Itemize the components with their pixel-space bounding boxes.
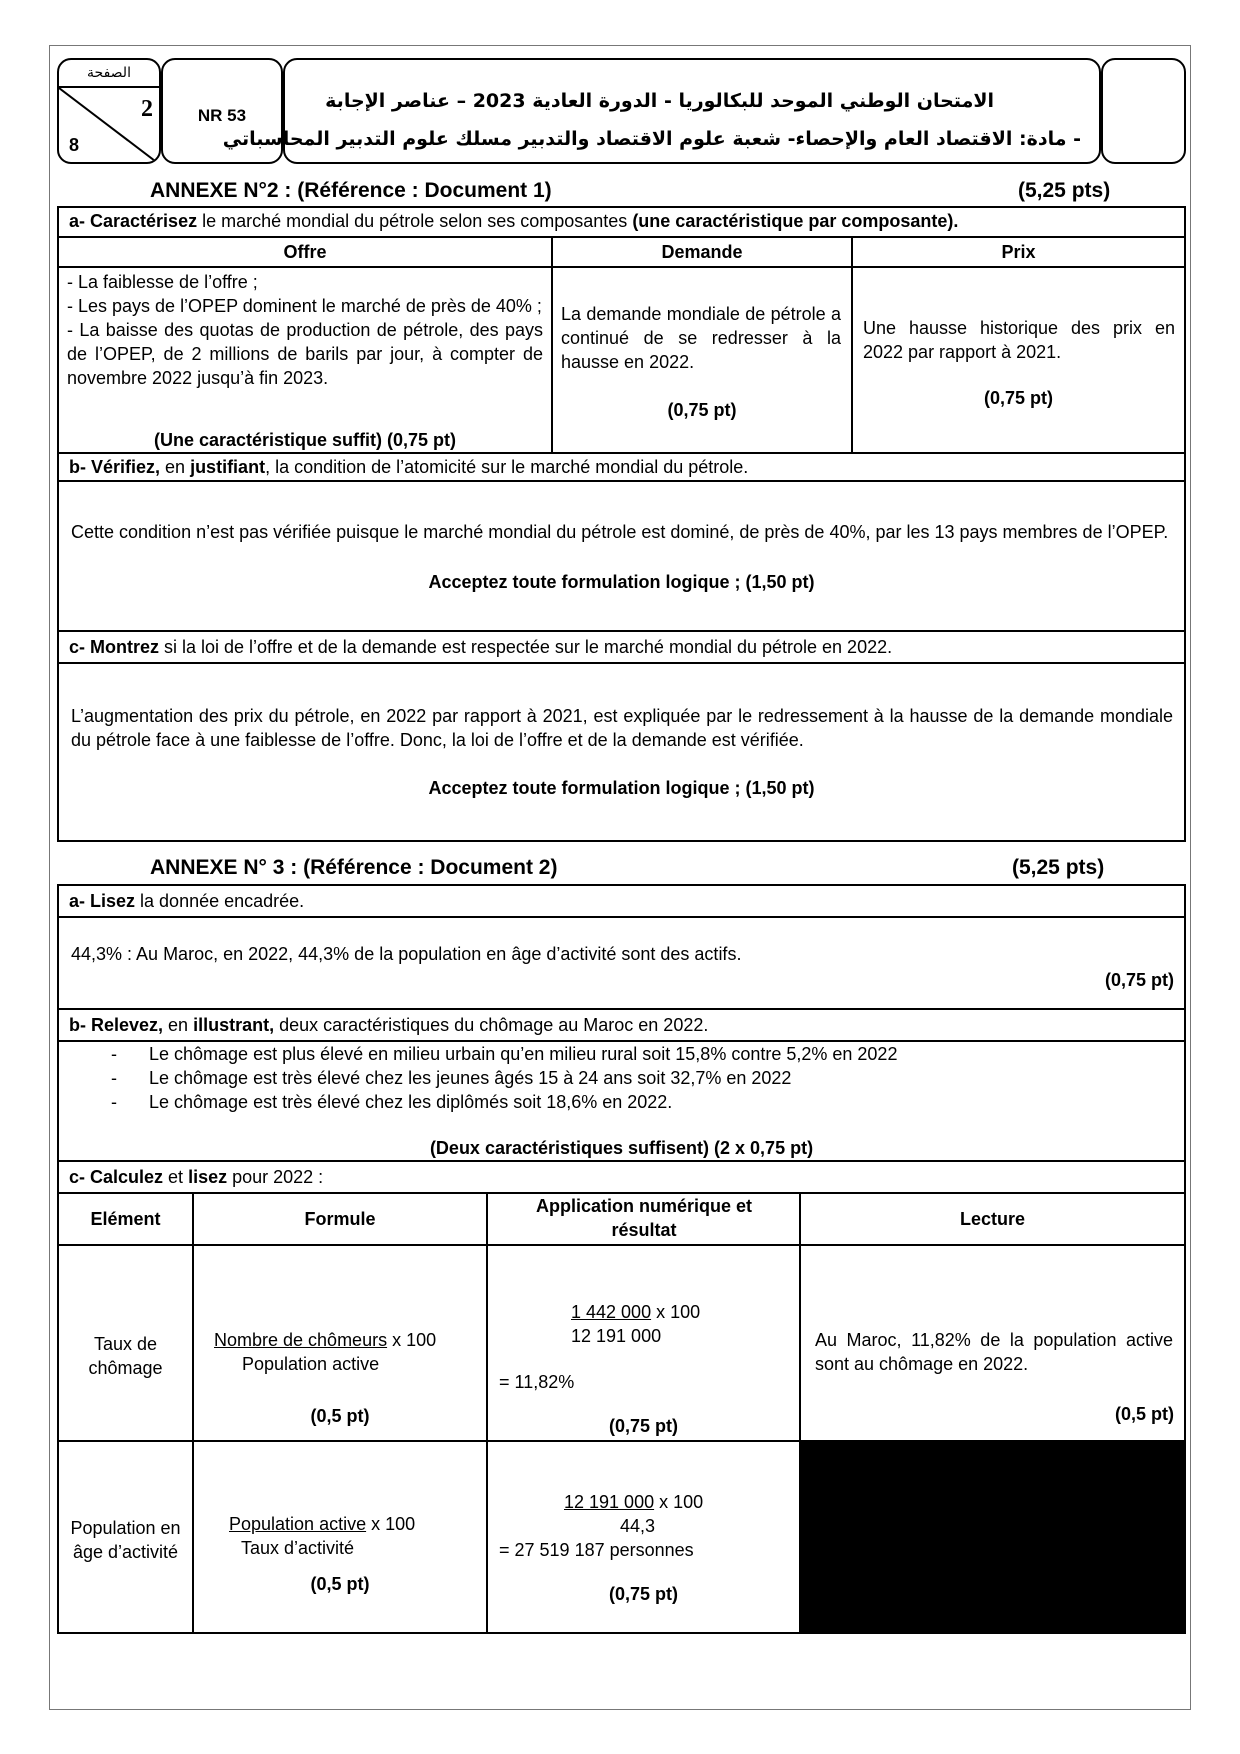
annex3-qb-bold2: illustrant, <box>193 1015 275 1035</box>
annex2-title: ANNEXE N°2 : (Référence : Document 1) <box>150 179 552 202</box>
annex3-qb-verb: b- Relevez, <box>69 1015 164 1035</box>
annex3-title: ANNEXE N° 3 : (Référence : Document 2) <box>150 856 558 879</box>
row1-formula-mult: x 100 <box>387 1330 437 1350</box>
offre-note: (Une caractéristique suffit) (0,75 pt) <box>153 430 457 450</box>
annex3-qb-text1: en <box>163 1015 194 1035</box>
col-header-formule: Formule <box>304 1209 376 1229</box>
row1-app-denominator: 12 191 000 <box>571 1326 662 1346</box>
row2-app-result: = 27 519 187 personnes <box>499 1540 694 1560</box>
annex2-qc-verb: c- Montrez <box>69 637 159 657</box>
annex2-points: (5,25 pts) <box>1018 179 1111 202</box>
demande-points: (0,75 pt) <box>667 400 737 420</box>
row1-app-mult: x 100 <box>651 1302 701 1322</box>
row1-formula <box>214 1328 484 1376</box>
row2-formula-mult: x 100 <box>366 1514 416 1534</box>
row2-app-denominator: 44,3 <box>620 1516 656 1536</box>
row1-reading-points: (0,5 pt) <box>1114 1404 1174 1424</box>
annex3-qa-text: la donnée encadrée. <box>135 891 305 911</box>
row1-app-points: (0,75 pt) <box>608 1416 678 1436</box>
annex2-question-b <box>57 452 1186 480</box>
annex3-answer-a <box>57 916 1186 1008</box>
row1-element: Taux de chômage <box>88 1334 163 1378</box>
col-header-application: Application numérique et résultat <box>535 1196 753 1240</box>
annex2-qc-note: Acceptez toute formulation logique ; (1,50 pt) <box>428 778 815 798</box>
annex2-qc-text: si la loi de l’offre et de la demande est respectée sur le marché mondial du pétrole en 2022. <box>159 637 893 657</box>
annex2-qb-text2: , la condition de l’atomicité sur le marché mondial du pétrole. <box>265 457 749 477</box>
row2-app-mult: x 100 <box>654 1492 704 1512</box>
annex2-characteristics-table <box>57 236 1186 452</box>
annex2-qb-text1: en <box>160 457 191 477</box>
annex2-qc-answer: L’augmentation des prix du pétrole, en 2022 par rapport à 2021, est expliquée par le redressement à la hausse de la demande mondiale du pétrole face à une faiblesse de l’offre. Donc, la loi de l’offre et de la demande est vérifiée. <box>71 706 1173 750</box>
row1-application <box>571 1300 791 1348</box>
row2-formula-denominator: Taux d’activité <box>241 1538 355 1558</box>
offre-item: - Les pays de l’OPEP dominent le marché de près de 40% ; <box>67 296 542 316</box>
col-header-demande: Demande <box>661 242 743 262</box>
list-item: - Le chômage est très élevé chez les diplômés soit 18,6% en 2022. <box>69 1090 1179 1114</box>
annex3-qb-note: (Deux caractéristiques suffisent) (2 x 0,75 pt) <box>429 1138 814 1158</box>
annex3-points: (5,25 pts) <box>1012 856 1105 879</box>
row1-app-numerator: 1 442 000 <box>571 1302 652 1322</box>
annex3-question-c <box>57 1160 1186 1192</box>
offre-cell <box>67 270 543 390</box>
row2-formula <box>229 1512 484 1560</box>
annex2-question-c <box>57 630 1186 662</box>
exam-title-line1: الامتحان الوطني الموحد للبكالوريا - الدورة العادية 2023 – عناصر الإجابة <box>325 90 994 112</box>
row1-formula-points: (0,5 pt) <box>310 1406 370 1426</box>
annex2-answer-b <box>57 480 1186 630</box>
annex2-qa-text: le marché mondial du pétrole selon ses composantes <box>197 211 633 231</box>
annex2-question-a <box>57 206 1186 236</box>
annex2-answer-c <box>57 662 1186 842</box>
offre-item: - La baisse des quotas de production de pétrole, des pays de l’OPEP, de 2 millions de barils par jour, à compter de novembre 2022 jusqu’à fin 2023. <box>67 320 543 388</box>
annex3-qa-answer: 44,3% : Au Maroc, en 2022, 44,3% de la population en âge d’activité sont des actifs. <box>71 944 742 964</box>
page-total: 8 <box>69 135 80 155</box>
row2-app-numerator: 12 191 000 <box>564 1492 655 1512</box>
exam-title-line2: - مادة: الاقتصاد العام والإحصاء- شعبة علوم الاقتصاد والتدبير مسلك علوم التدبير المحاسباتي <box>222 128 1081 150</box>
list-item: - Le chômage est très élevé chez les jeunes âgés 15 à 24 ans soit 32,7% en 2022 <box>69 1066 1179 1090</box>
page-number-box <box>57 58 161 164</box>
annex2-qb-verb: b- Vérifiez, <box>69 457 161 477</box>
annex3-question-a <box>57 884 1186 916</box>
row2-formula-numerator: Population active <box>229 1514 367 1534</box>
col-header-prix: Prix <box>1001 242 1036 262</box>
list-item: - Le chômage est plus élevé en milieu urbain qu’en milieu rural soit 15,8% contre 5,2% en 2022 <box>69 1042 1179 1066</box>
page-current: 2 <box>141 96 153 122</box>
page-label: الصفحة <box>59 60 159 88</box>
row1-reading: Au Maroc, 11,82% de la population active sont au chômage en 2022. <box>815 1330 1173 1374</box>
row2-element: Population en âge d’activité <box>70 1518 181 1562</box>
annex3-answer-b <box>57 1040 1186 1160</box>
annex3-question-b <box>57 1008 1186 1040</box>
col-header-offre: Offre <box>283 242 327 262</box>
row1-app-result: = 11,82% <box>499 1372 575 1392</box>
row2-reading-blacked-out <box>801 1442 1184 1632</box>
row1-formula-denominator: Population active <box>242 1354 380 1374</box>
row2-app-points: (0,75 pt) <box>608 1584 678 1604</box>
annex3-qb-text2: deux caractéristiques du chômage au Maroc en 2022. <box>274 1015 709 1035</box>
annex3-qc-verb2: lisez <box>188 1167 228 1187</box>
annex3-qc-verb1: c- Calculez <box>69 1167 164 1187</box>
annex3-qa-verb: a- Lisez <box>69 891 136 911</box>
annex2-qb-bold2: justifiant <box>190 457 266 477</box>
offre-item: - La faiblesse de l’offre ; <box>67 272 258 292</box>
annex3-qa-points: (0,75 pt) <box>1104 970 1174 990</box>
prix-cell: Une hausse historique des prix en 2022 par rapport à 2021. <box>863 318 1175 362</box>
prix-points: (0,75 pt) <box>983 388 1053 408</box>
annex3-qc-mid: et <box>163 1167 189 1187</box>
col-header-lecture: Lecture <box>959 1209 1026 1229</box>
exam-code: NR 53 <box>197 106 247 125</box>
row1-formula-numerator: Nombre de chômeurs <box>214 1330 388 1350</box>
annex2-qb-answer: Cette condition n’est pas vérifiée puisque le marché mondial du pétrole est dominé, de près de 40%, par les 13 pays membres de l’OPEP. <box>71 522 1169 542</box>
annex2-qa-verb: a- Caractérisez <box>69 211 198 231</box>
col-header-element: Elément <box>90 1209 161 1229</box>
row2-formula-points: (0,5 pt) <box>310 1574 370 1594</box>
annex3-qc-text: pour 2022 : <box>227 1167 324 1187</box>
annex2-qb-note: Acceptez toute formulation logique ; (1,50 pt) <box>428 572 815 592</box>
annex3-calc-table <box>57 1192 1186 1634</box>
annex2-qa-bold-end: (une caractéristique par composante). <box>632 211 959 231</box>
row2-application <box>564 1490 794 1538</box>
header-blank-box <box>1101 58 1186 164</box>
annex3-qb-list <box>69 1042 1179 1114</box>
demande-cell: La demande mondiale de pétrole a continué de se redresser à la hausse en 2022. <box>561 304 841 372</box>
